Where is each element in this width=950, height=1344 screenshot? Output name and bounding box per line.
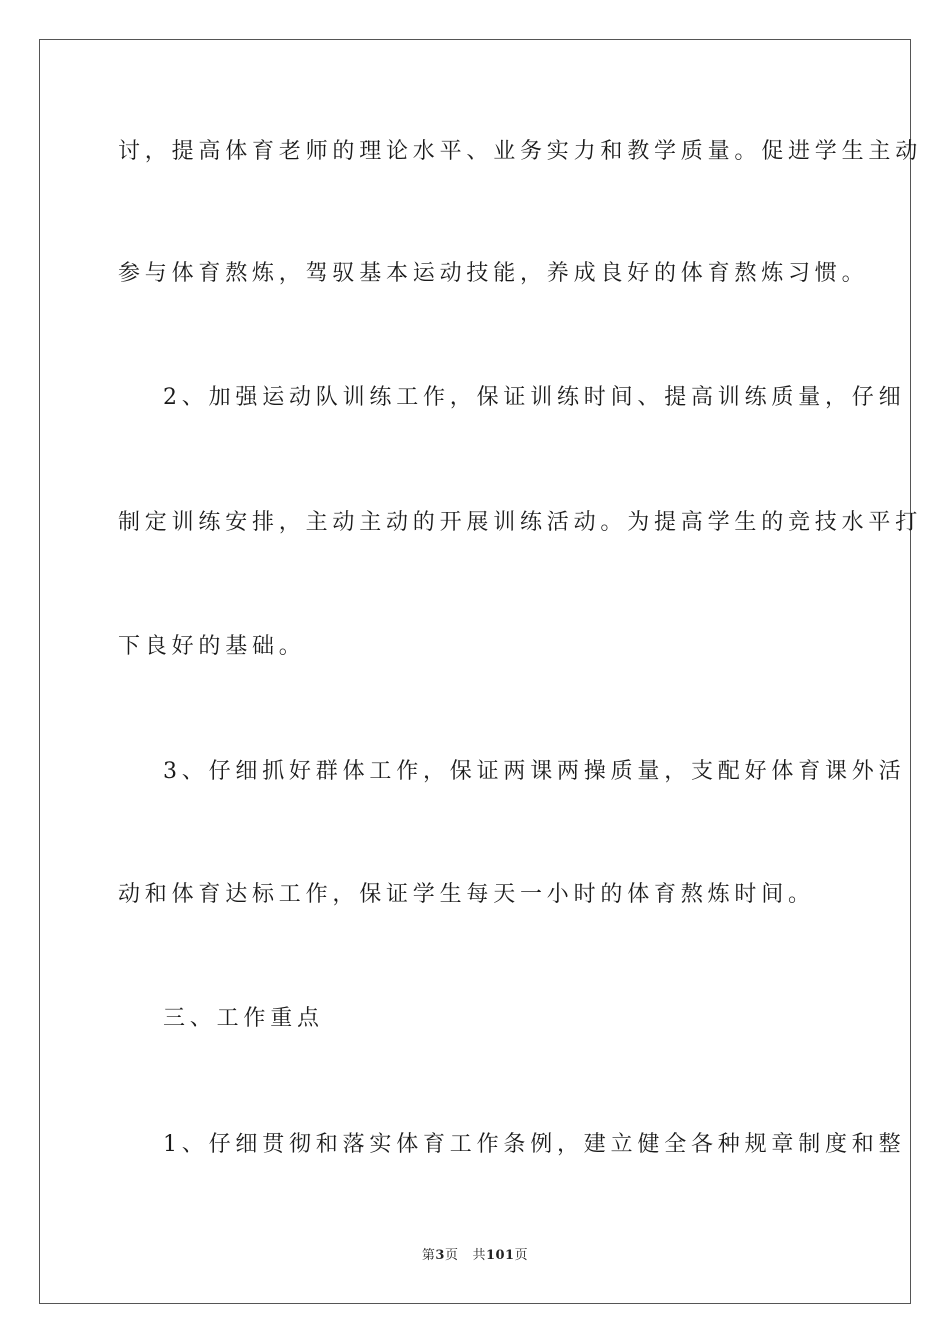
text-line: 讨，提高体育老师的理论水平、业务实力和教学质量。促进学生主动: [118, 139, 923, 164]
page-prefix: 第: [421, 1248, 436, 1263]
section-heading: 三、工作重点: [163, 1006, 324, 1031]
page-border: [39, 39, 911, 1304]
total-suffix: 页: [514, 1248, 529, 1263]
text-line: 下良好的基础。: [118, 634, 306, 659]
total-prefix: 共: [472, 1248, 486, 1263]
page-total: 101: [485, 1248, 515, 1263]
page-suffix: 页: [444, 1248, 459, 1263]
page-current: 3: [435, 1248, 445, 1263]
text-line: 动和体育达标工作，保证学生每天一小时的体育熬炼时间。: [118, 882, 815, 907]
text-line: 参与体育熬炼，驾驭基本运动技能，养成良好的体育熬炼习惯。: [118, 261, 869, 286]
text-line: 制定训练安排，主动主动的开展训练活动。为提高学生的竞技水平打: [118, 510, 923, 535]
text-line: 2、加强运动队训练工作，保证训练时间、提高训练质量，仔细: [163, 385, 906, 410]
text-line: 1、仔细贯彻和落实体育工作条例，建立健全各种规章制度和整: [163, 1132, 906, 1157]
text-line: 3、仔细抓好群体工作，保证两课两操质量，支配好体育课外活: [163, 759, 906, 784]
page-footer: [0, 1244, 950, 1263]
